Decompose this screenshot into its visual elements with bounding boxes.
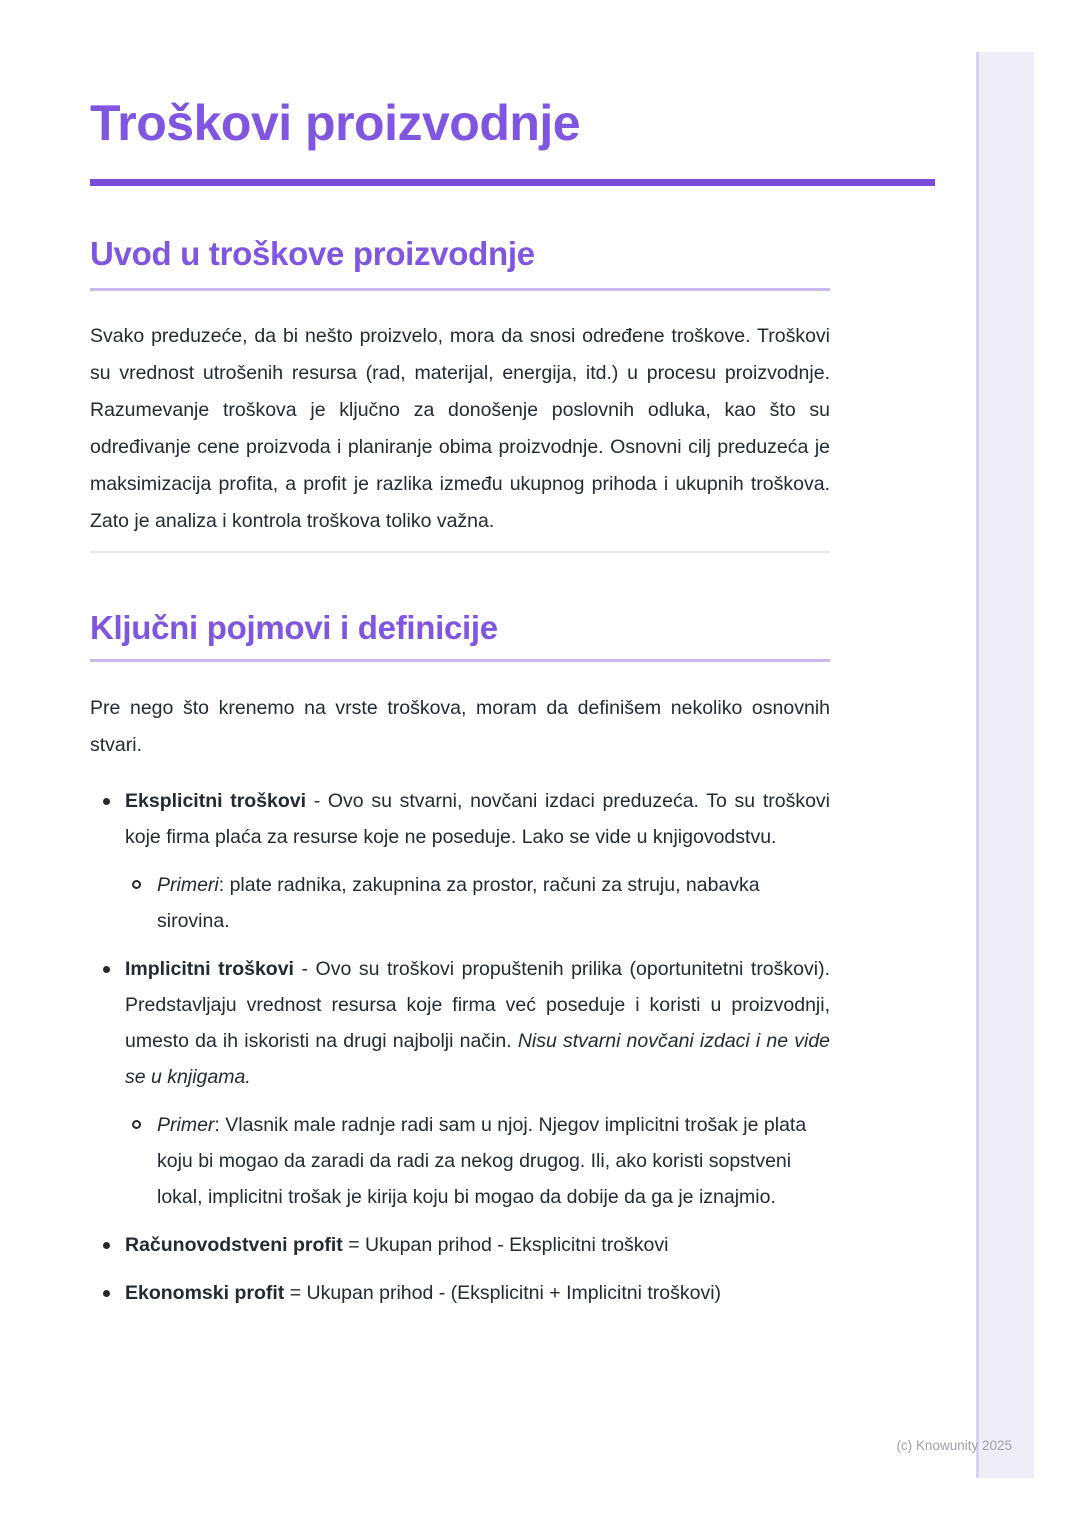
title-underline xyxy=(90,179,935,186)
list-item-text xyxy=(125,1227,830,1263)
sub-list-item xyxy=(90,867,830,939)
term-label: Ekonomski profit xyxy=(125,1282,285,1304)
term-definition: = Ukupan prihod - Eksplicitni troškovi xyxy=(342,1234,669,1256)
intro-paragraph: Svako preduzeće, da bi nešto proizvelo, mora da snosi određene troškove. Troškovi su vrednost utrošenih resursa (rad, materijal, energija, itd.) u procesu proizvodnje. Razumevanje troškova je ključno za donošenje poslovnih odluka, kao što su određivanje cene proizvoda i planiranje obima proizvodnje. Osnovni cilj preduzeća je maksimizacija profita, a profit je razlika između ukupnog prihoda i ukupnih troškova. Zato je analiza i kontrola troškova toliko važna. xyxy=(90,325,830,532)
list-item-text xyxy=(125,1275,830,1311)
term-label: Implicitni troškovi xyxy=(125,958,294,980)
bullet-icon xyxy=(90,1275,125,1311)
list-item-text xyxy=(125,951,830,1095)
list-item xyxy=(90,1275,830,1311)
term-label: Računovodstveni profit xyxy=(125,1234,343,1256)
bullet-icon xyxy=(90,783,125,855)
term-label: Eksplicitni troškovi xyxy=(125,790,307,812)
term-definition: - Ovo su troškovi propuštenih prilika (oportunitetni troškovi). Predstavljaju vrednost resursa koje firma već poseduje i koristi u proizvodnji, umesto da ih iskoristi na drugi najbolji način. xyxy=(125,958,830,1052)
example-text: : plate radnika, zakupnina za prostor, računi za struju, nabavka sirovina. xyxy=(157,874,760,932)
list-item xyxy=(90,951,830,1095)
section-divider xyxy=(90,551,830,553)
list-item xyxy=(90,783,830,855)
definitions-intro-paragraph: Pre nego što krenemo na vrste troškova, moram da definišem nekoliko osnovnih stvari. xyxy=(90,697,830,756)
page-title: Troškovi proizvodnje xyxy=(90,95,581,151)
term-definition: = Ukupan prihod - (Eksplicitni + Implicitni troškovi) xyxy=(284,1282,722,1304)
section-underline xyxy=(90,659,830,662)
copyright-credit: (c) Knowunity 2025 xyxy=(896,1438,1012,1453)
list-item xyxy=(90,1227,830,1263)
page-side-strip xyxy=(976,52,1034,1478)
example-label: Primer xyxy=(157,1114,215,1136)
circle-bullet-icon xyxy=(132,1107,157,1215)
sub-list-item xyxy=(90,1107,830,1215)
example-text: : Vlasnik male radnje radi sam u njoj. Njegov implicitni trošak je plata koju bi mogao da zaradi da radi za nekog drugog. Ili, ako koristi sopstveni lokal, implicitni trošak je kirija koju bi mogao da dobije da ga je iznajmio. xyxy=(157,1114,807,1208)
section-heading-pojmovi: Ključni pojmovi i definicije xyxy=(90,609,498,646)
sub-list-item-text xyxy=(157,1107,830,1215)
document-content xyxy=(90,97,830,1323)
definitions-list xyxy=(90,783,830,1311)
term-definition-emphasis: Nisu stvarni novčani izdaci i ne vide se u knjigama. xyxy=(125,1030,831,1088)
example-label: Primeri xyxy=(157,874,219,896)
section-underline xyxy=(90,288,830,291)
circle-bullet-icon xyxy=(132,867,157,939)
term-definition: - Ovo su stvarni, novčani izdaci preduzeća. To su troškovi koje firma plaća za resurse koje ne poseduje. Lako se vide u knjigovodstvu. xyxy=(125,790,830,848)
bullet-icon xyxy=(90,1227,125,1263)
sub-list-item-text xyxy=(157,867,830,939)
list-item-text xyxy=(125,783,830,855)
bullet-icon xyxy=(90,951,125,1095)
section-heading-uvod: Uvod u troškove proizvodnje xyxy=(90,235,535,272)
